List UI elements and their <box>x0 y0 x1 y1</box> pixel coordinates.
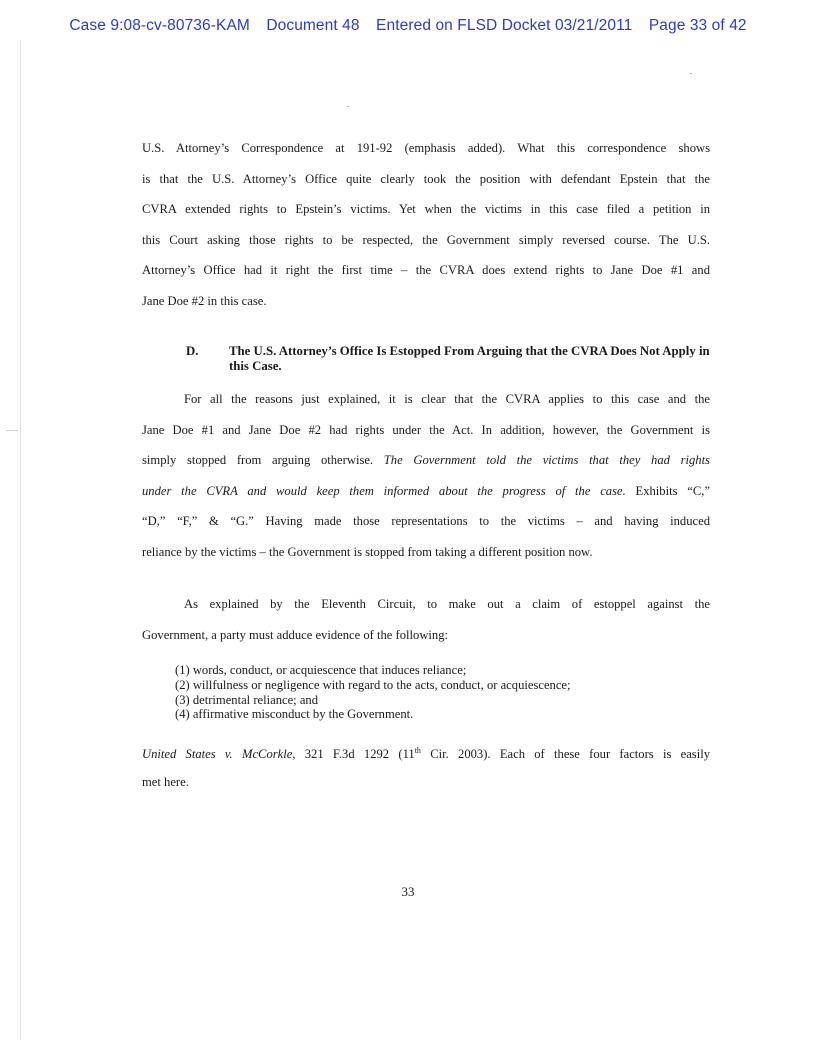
italic-text: under the CVRA and would keep them informed about the progress of the case. <box>142 483 626 498</box>
paragraph-1 <box>142 133 710 317</box>
text-line: CVRA extended rights to Epstein’s victims. Yet when the victims in this case filed a petition in <box>142 202 710 217</box>
section-label: D. <box>186 344 199 358</box>
page-number: 33 <box>401 884 415 899</box>
page-count: Page 33 of 42 <box>648 17 747 34</box>
text-line: Government, a party must adduce evidence of the following: <box>142 627 449 642</box>
text-line: is that the U.S. Attorney’s Office quite clearly took the position with defendant Epstein that the <box>142 171 710 186</box>
scan-speck <box>347 106 349 107</box>
section-title: The U.S. Attorney’s Office Is Estopped From Arguing that the CVRA Does Not Apply in this Case. <box>229 344 710 373</box>
scan-speck <box>690 73 692 74</box>
text-line: Jane Doe #1 and Jane Doe #2 had rights under the Act. In addition, however, the Government is <box>142 422 710 437</box>
citation-paragraph <box>142 736 710 797</box>
text-span: Exhibits “C,” <box>635 483 711 498</box>
text-line <box>142 736 710 767</box>
estoppel-factors-list <box>175 663 571 722</box>
italic-text: The Government told the victims that they had rights <box>383 453 710 468</box>
case-citation: United States v. McCorkle <box>142 747 293 762</box>
text-line: For all the reasons just explained, it is clear that the CVRA applies to this case and the <box>184 392 710 406</box>
list-item: (3) detrimental reliance; and <box>175 692 319 707</box>
list-item: (1) words, conduct, or acquiescence that induces reliance; <box>175 663 467 677</box>
paragraph-2 <box>142 384 710 568</box>
case-number: Case 9:08-cv-80736-KAM <box>69 17 250 34</box>
text-line <box>142 476 710 507</box>
document-number: Document 48 <box>266 17 360 34</box>
text-line: reliance by the victims – the Government is stopped from taking a different position now. <box>142 544 593 559</box>
text-line <box>142 445 710 476</box>
superscript: th <box>414 746 421 755</box>
text-line: U.S. Attorney’s Correspondence at 191-92 (emphasis added). What this correspondence shows <box>142 141 710 155</box>
left-margin-tick <box>6 430 18 431</box>
docket-header <box>0 17 816 35</box>
docket-entry: Entered on FLSD Docket 03/21/2011 <box>376 17 633 34</box>
text-span: simply stopped from arguing otherwise. <box>142 453 374 468</box>
text-span: Cir. 2003). Each of these four factors is easily <box>420 747 710 762</box>
paragraph-3 <box>142 589 710 650</box>
text-line: this Court asking those rights to be respected, the Government simply reversed course. The U.S. <box>142 232 710 247</box>
text-line: Jane Doe #2 in this case. <box>142 293 267 308</box>
text-line: met here. <box>142 774 189 789</box>
text-span: , 321 F.3d 1292 (11 <box>292 747 415 762</box>
text-line: As explained by the Eleventh Circuit, to make out a claim of estoppel against the <box>184 597 710 611</box>
list-item: (4) affirmative misconduct by the Government. <box>175 707 414 722</box>
list-item: (2) willfulness or negligence with regard to the acts, conduct, or acquiescence; <box>175 677 571 692</box>
text-line: “D,” “F,” & “G.” Having made those representations to the victims – and having induced <box>142 514 710 529</box>
text-line: Attorney’s Office had it right the first time – the CVRA does extend rights to Jane Doe #1 and <box>142 263 710 278</box>
